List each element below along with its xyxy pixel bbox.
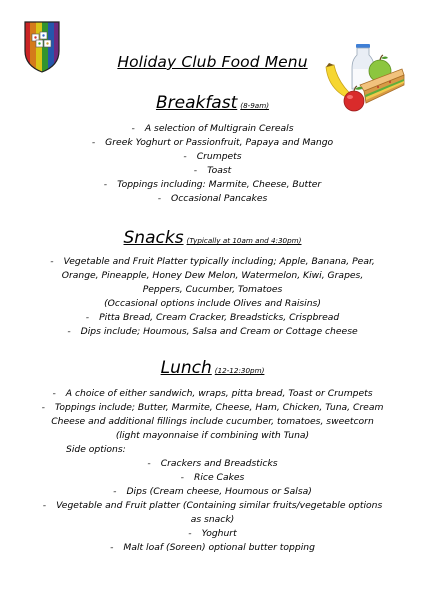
list-item: - Dips (Cream cheese, Houmous or Salsa): [113, 486, 312, 497]
list-item: - Toast: [193, 165, 232, 176]
lunch-heading: [0, 358, 425, 378]
page-title: Holiday Club Food Menu: [117, 53, 308, 71]
list-item-continuation: Orange, Pineapple, Honey Dew Melon, Watermelon, Kiwi, Grapes,: [61, 270, 364, 281]
breakfast-time: (8-9am): [240, 101, 270, 110]
lunch-time: (12-12:30pm): [214, 366, 265, 375]
snacks-time: (Typically at 10am and 4:30pm): [186, 236, 302, 245]
breakfast-heading: [0, 93, 425, 113]
list-item: - Vegetable and Fruit platter (Containing similar fruits/vegetable options: [42, 500, 383, 511]
list-item-continuation: Peppers, Cucumber, Tomatoes: [142, 284, 283, 295]
list-item: - A selection of Multigrain Cereals: [131, 123, 294, 134]
list-item-continuation: Cheese and additional fillings include cucumber, tomatoes, sweetcorn: [51, 416, 374, 427]
list-item: - Pitta Bread, Cream Cracker, Breadsticks, Crispbread: [85, 312, 340, 323]
list-item: - Greek Yoghurt or Passionfruit, Papaya and Mango: [91, 137, 334, 148]
list-item-continuation: as snack): [190, 514, 235, 525]
list-item: - Malt loaf (Soreen) optional butter topping: [110, 542, 315, 553]
list-item: - A choice of either sandwich, wraps, pitta bread, Toast or Crumpets: [52, 388, 373, 399]
list-item: - Yoghurt: [188, 528, 237, 539]
list-item: - Toppings including: Marmite, Cheese, Butter: [103, 179, 322, 190]
list-item-continuation: (Occasional options include Olives and Raisins): [104, 298, 321, 309]
list-item: - Toppings include; Butter, Marmite, Cheese, Ham, Chicken, Tuna, Cream: [41, 402, 384, 413]
snacks-heading: [0, 228, 425, 248]
breakfast-title: Breakfast: [155, 93, 238, 113]
snacks-title: Snacks: [123, 228, 184, 248]
list-item: - Vegetable and Fruit Platter typically including; Apple, Banana, Pear,: [50, 256, 375, 267]
list-item: - Crackers and Breadsticks: [147, 458, 278, 469]
list-item: - Crumpets: [183, 151, 242, 162]
lunch-title: Lunch: [160, 358, 212, 378]
list-item: - Rice Cakes: [180, 472, 245, 483]
list-item-continuation: (light mayonnaise if combining with Tuna): [115, 430, 310, 441]
side-options-label: Side options:: [66, 444, 126, 455]
list-item: - Occasional Pancakes: [157, 193, 268, 204]
list-item: - Dips include; Houmous, Salsa and Cream or Cottage cheese: [67, 326, 358, 337]
